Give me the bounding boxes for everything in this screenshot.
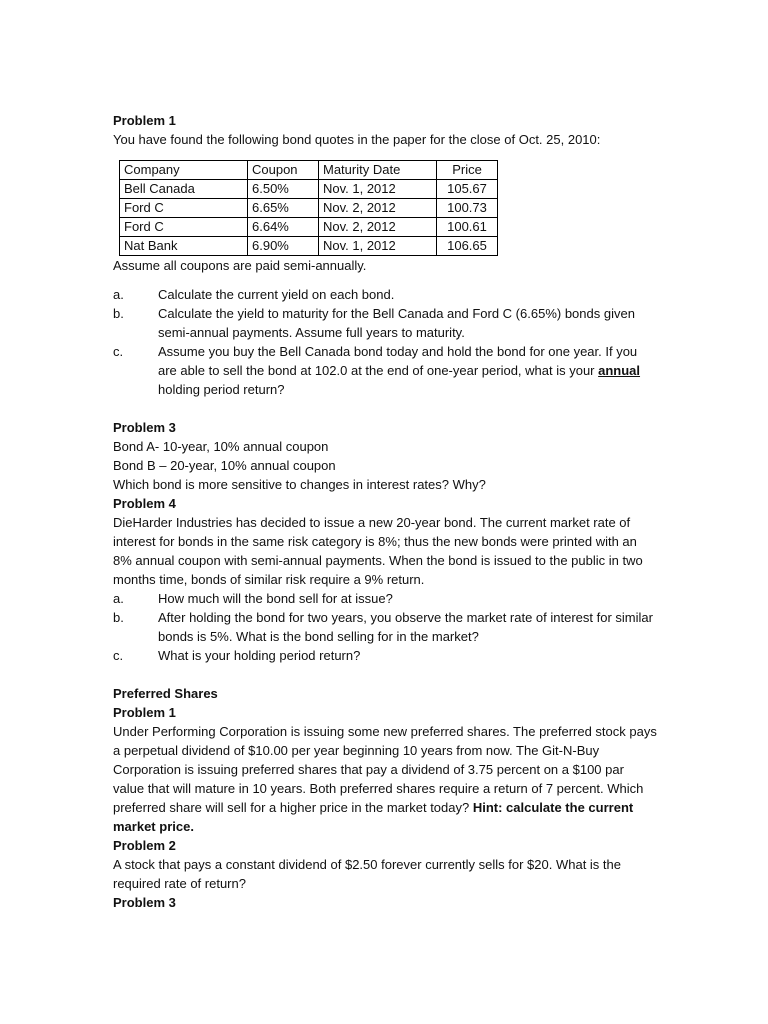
problem-1-intro: You have found the following bond quotes in the paper for the close of Oct. 25, 2010:: [113, 132, 601, 147]
sensitivity-question: Which bond is more sensitive to changes in interest rates? Why?: [113, 477, 486, 492]
cell-company: Ford C: [120, 218, 248, 237]
pref-problem-2-text: A stock that pays a constant dividend of $2.50 forever currently sells for $20. What is the required rate of return?: [113, 857, 621, 891]
problem-1-heading: Problem 1: [113, 113, 176, 128]
list-item: [113, 646, 658, 665]
pref-problem-1-heading: Problem 1: [113, 705, 176, 720]
pref-problem-3-heading: Problem 3: [113, 895, 176, 910]
pref-problem-2-heading: Problem 2: [113, 838, 176, 853]
problem-4-text: DieHarder Industries has decided to issue a new 20-year bond. The current market rate of interest for bonds in the same risk category is 8%; thus the new bonds were printed with an 8% annual coupon with semi-annual payments. When the bond is issued to the public in two months time, bonds of similar risk require a 9% return.: [113, 515, 643, 587]
document-page: [113, 111, 658, 912]
header-coupon: Coupon: [248, 161, 319, 180]
item-text: After holding the bond for two years, you observe the market rate of interest for similar bonds is 5%. What is the bond selling for in the market?: [158, 610, 653, 644]
item-text: Calculate the yield to maturity for the Bell Canada and Ford C (6.65%) bonds given semi-annual payments. Assume full years to maturity.: [158, 306, 635, 340]
item-text: How much will the bond sell for at issue?: [158, 591, 393, 606]
header-maturity-date: Maturity Date: [319, 161, 437, 180]
annual-emphasis: annual: [598, 363, 641, 378]
pref-problem-1-body: Under Performing Corporation is issuing some new preferred shares. The preferred stock pays a perpetual dividend of $10.00 per year beginning 10 years from now. The Git-N-Buy Corporation is issuing preferred shares that pay a dividend of 3.75 percent on a $100 par value that will mature in 10 years. Both preferred shares require a return of 7 percent. Which preferred share will sell for a higher price in the market today?: [113, 724, 657, 815]
cell-maturity: Nov. 2, 2012: [319, 199, 437, 218]
cell-maturity: Nov. 1, 2012: [319, 180, 437, 199]
table-header-row: [120, 161, 498, 180]
item-text: Calculate the current yield on each bond.: [158, 287, 395, 302]
cell-price: 106.65: [437, 237, 498, 256]
item-text: [158, 342, 658, 399]
item-text-after: holding period return?: [158, 382, 285, 397]
item-marker: c.: [113, 344, 124, 359]
header-price: Price: [437, 161, 498, 180]
item-text: What is your holding period return?: [158, 648, 361, 663]
item-marker: a.: [113, 591, 124, 606]
bond-b-line: Bond B – 20-year, 10% annual coupon: [113, 458, 336, 473]
item-marker: b.: [113, 306, 124, 321]
cell-price: 100.61: [437, 218, 498, 237]
list-item: [113, 304, 658, 342]
item-text-before: Assume you buy the Bell Canada bond today and hold the bond for one year. If you are able to sell the bond at 102.0 at the end of one-year period, what is your: [158, 344, 638, 378]
list-item: [113, 589, 658, 608]
cell-maturity: Nov. 2, 2012: [319, 218, 437, 237]
bond-a-line: Bond A- 10-year, 10% annual coupon: [113, 439, 329, 454]
preferred-shares-heading: Preferred Shares: [113, 686, 218, 701]
problem-3-heading: Problem 3: [113, 420, 176, 435]
table-row: [120, 237, 498, 256]
table-row: [120, 218, 498, 237]
item-marker: b.: [113, 610, 124, 625]
list-item: [113, 285, 658, 304]
cell-coupon: 6.64%: [248, 218, 319, 237]
list-item: [113, 342, 658, 399]
table-row: [120, 199, 498, 218]
cell-coupon: 6.50%: [248, 180, 319, 199]
table-row: [120, 180, 498, 199]
bond-quotes-table: [119, 160, 498, 256]
item-marker: c.: [113, 648, 124, 663]
item-marker: a.: [113, 287, 124, 302]
pref-problem-1-hint: Hint: calculate the current market price.: [113, 800, 634, 834]
cell-company: Bell Canada: [120, 180, 248, 199]
semi-annual-note: Assume all coupons are paid semi-annually.: [113, 258, 367, 273]
cell-maturity: Nov. 1, 2012: [319, 237, 437, 256]
cell-company: Ford C: [120, 199, 248, 218]
list-item: [113, 608, 658, 646]
cell-company: Nat Bank: [120, 237, 248, 256]
cell-price: 100.73: [437, 199, 498, 218]
pref-problem-1-text: [113, 722, 658, 836]
cell-price: 105.67: [437, 180, 498, 199]
problem-4-heading: Problem 4: [113, 496, 176, 511]
cell-coupon: 6.65%: [248, 199, 319, 218]
cell-coupon: 6.90%: [248, 237, 319, 256]
header-company: Company: [120, 161, 248, 180]
